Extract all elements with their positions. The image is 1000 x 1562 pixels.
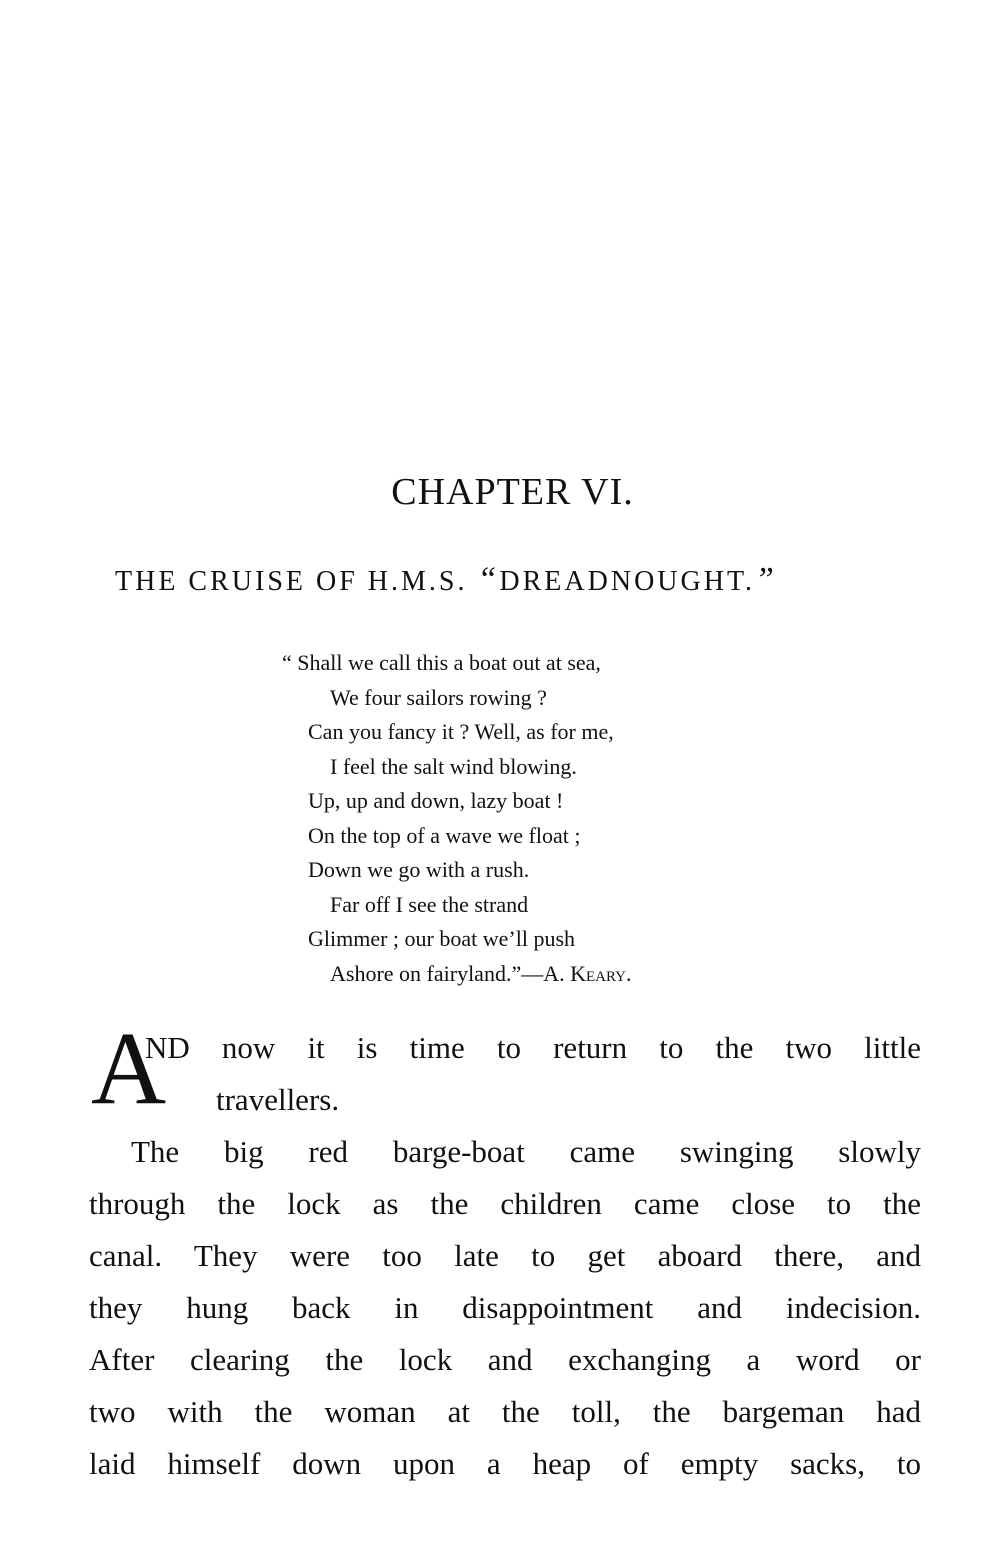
epigraph-line: Down we go with a rush. xyxy=(308,857,530,882)
opening-line: ND now it is time to return to the two little xyxy=(145,1030,921,1065)
subtitle-close-quote: ” xyxy=(754,561,777,598)
epigraph-line: I feel the salt wind blowing. xyxy=(330,753,577,779)
subtitle-ship-name: DREADNOUGHT. xyxy=(499,566,755,597)
epigraph-attribution: Keary. xyxy=(570,960,632,986)
main-paragraph xyxy=(89,1126,921,1490)
drop-cap: A xyxy=(91,1011,167,1126)
paragraph-line: After clearing the lock and exchanging a word or xyxy=(89,1342,921,1377)
opening-paragraph xyxy=(89,1011,921,1126)
epigraph-line: Glimmer ; our boat we’ll push xyxy=(308,926,576,951)
epigraph-last-line xyxy=(282,957,802,992)
epigraph-poem xyxy=(282,646,802,991)
chapter-subtitle xyxy=(115,560,915,602)
subtitle-prefix: THE CRUISE OF H.M.S. xyxy=(115,566,478,597)
epigraph-line: Up, up and down, lazy boat ! xyxy=(308,788,564,813)
epigraph-line: Ashore on fairyland.”—A. xyxy=(330,960,571,986)
paragraph-line: canal. They were too late to get aboard there, and xyxy=(89,1238,921,1273)
epigraph-line: On the top of a wave we float ; xyxy=(308,822,581,848)
paragraph-line: two with the woman at the toll, the bargeman had xyxy=(89,1394,921,1429)
paragraph-line: through the lock as the children came close to the xyxy=(89,1186,921,1221)
epigraph-line: “ Shall we call this a boat out at sea, xyxy=(282,650,601,675)
paragraph-line: The big red barge-boat came swinging slowly xyxy=(131,1134,921,1169)
chapter-heading: CHAPTER VI. xyxy=(391,471,634,513)
epigraph-line: Far off I see the strand xyxy=(330,891,529,917)
paragraph-line: they hung back in disappointment and indecision. xyxy=(89,1290,921,1325)
paragraph-line: laid himself down upon a heap of empty sacks, to xyxy=(89,1446,921,1481)
subtitle-open-quote: “ xyxy=(477,561,500,598)
epigraph-line: We four sailors rowing ? xyxy=(330,684,547,710)
opening-line-continued: travellers. xyxy=(216,1082,340,1117)
epigraph-line: Can you fancy it ? Well, as for me, xyxy=(308,719,614,744)
body-text xyxy=(89,1011,921,1490)
